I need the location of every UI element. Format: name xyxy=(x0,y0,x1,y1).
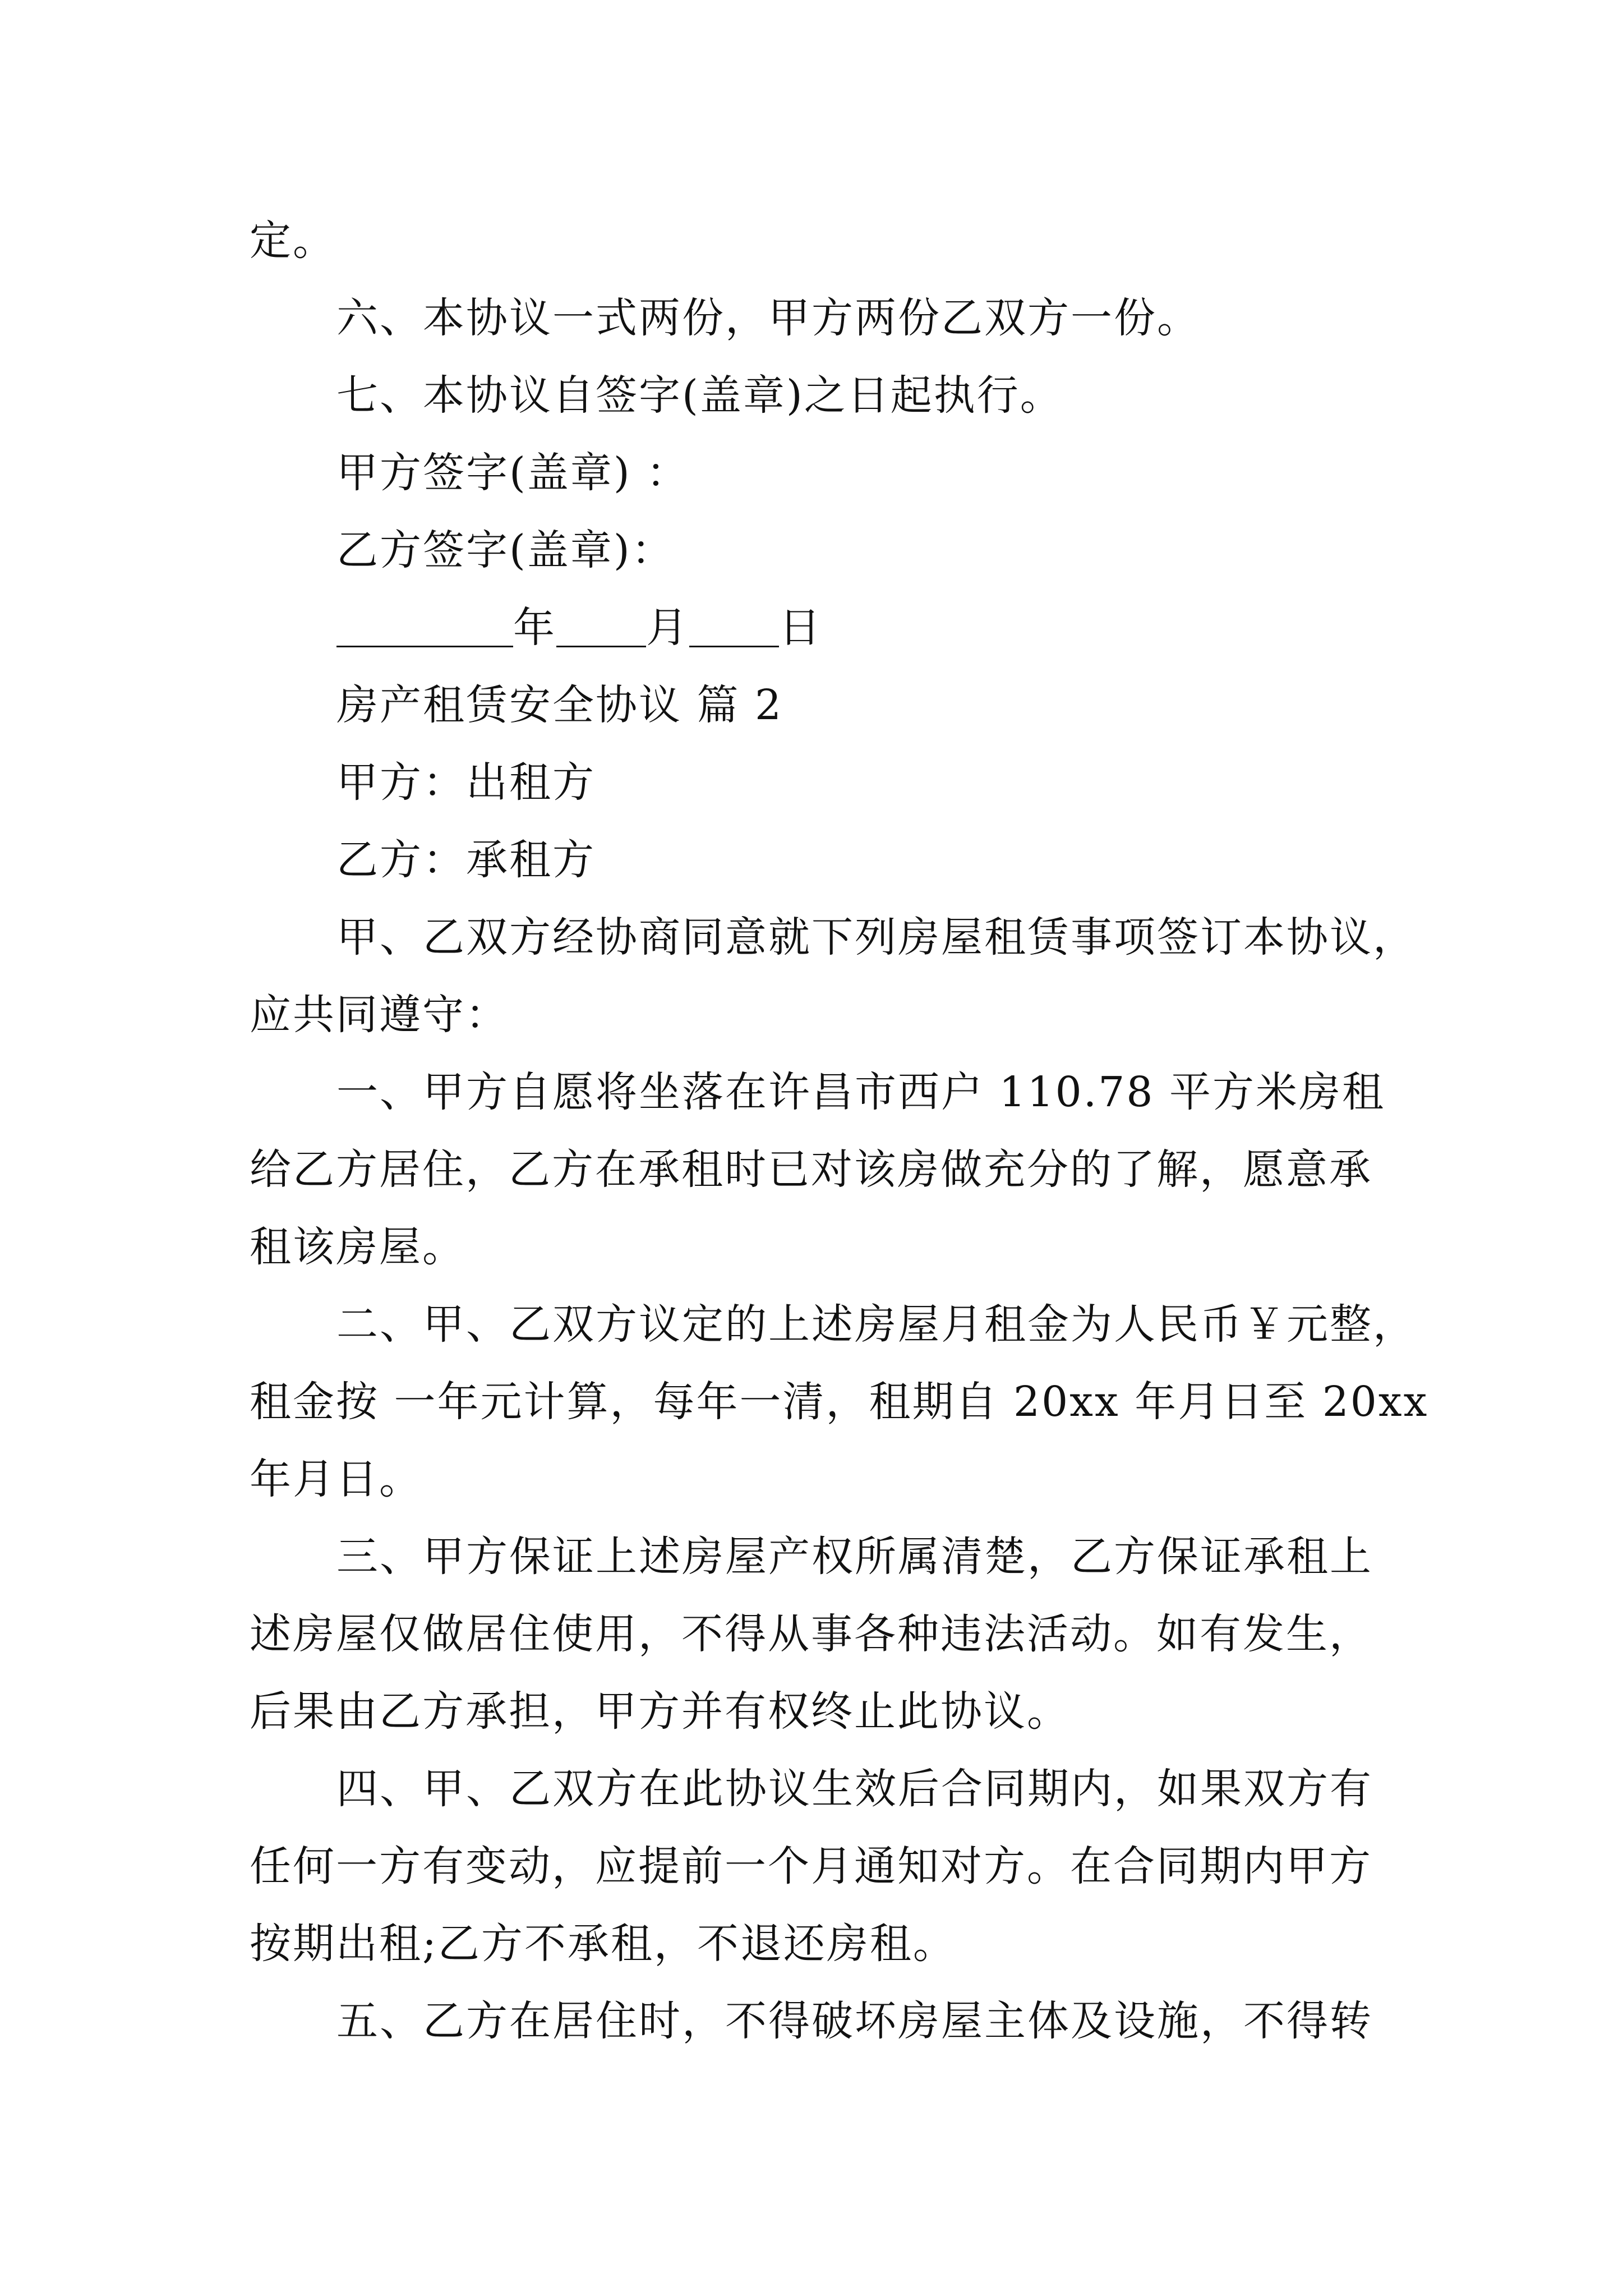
paragraph-line: 甲、乙双方经协商同意就下列房屋租赁事项签订本协议， xyxy=(336,913,1416,961)
paragraph-line: 一、甲方自愿将坐落在许昌市西户 110.78 平方米房租 xyxy=(336,1068,1385,1116)
party-a-signature-line: 甲方签字(盖章) ： xyxy=(336,449,690,497)
paragraph-line: 二、甲、乙双方议定的上述房屋月租金为人民币￥元整， xyxy=(336,1300,1416,1349)
party-b-line: 乙方：承租方 xyxy=(336,836,596,884)
paragraph-line: 应共同遵守： xyxy=(250,991,509,1039)
day-blank xyxy=(689,604,779,647)
document-body xyxy=(250,202,1429,2060)
party-a-line: 甲方：出租方 xyxy=(336,758,596,807)
day-label: 日 xyxy=(779,604,822,652)
paragraph-line: 三、甲方保证上述房屋产权所属清楚，乙方保证承租上 xyxy=(336,1533,1373,1581)
section-title: 房产租赁安全协议 篇 2 xyxy=(336,681,783,729)
paragraph-line: 六、本协议一式两份，甲方两份乙双方一份。 xyxy=(336,294,1200,342)
paragraph-line: 述房屋仅做居住使用，不得从事各种违法活动。如有发生， xyxy=(250,1610,1372,1658)
paragraph-line: 七、本协议自签字(盖章)之日起执行。 xyxy=(336,371,1063,420)
year-label: 年 xyxy=(513,604,556,652)
paragraph-line: 租金按 一年元计算，每年一清，租期自 20xx 年月日至 20xx xyxy=(250,1378,1429,1426)
paragraph-line: 按期出租;乙方不承租，不退还房租。 xyxy=(250,1920,956,1968)
paragraph-line: 定。 xyxy=(250,217,336,265)
paragraph-line: 五、乙方在居住时，不得破坏房屋主体及设施，不得转 xyxy=(336,1997,1373,2045)
month-blank xyxy=(556,604,646,647)
date-line xyxy=(250,589,1382,666)
month-label: 月 xyxy=(646,604,689,652)
paragraph-line: 租该房屋。 xyxy=(250,1223,465,1271)
paragraph-line: 任何一方有变动，应提前一个月通知对方。在合同期内甲方 xyxy=(250,1842,1372,1890)
paragraph-line: 给乙方居住，乙方在承租时已对该房做充分的了解，愿意承 xyxy=(250,1145,1372,1194)
paragraph-line: 后果由乙方承担，甲方并有权终止此协议。 xyxy=(250,1687,1070,1736)
paragraph-line: 年月日。 xyxy=(250,1455,422,1503)
year-blank xyxy=(336,604,513,647)
paragraph-line: 四、甲、乙双方在此协议生效后合同期内，如果双方有 xyxy=(336,1765,1373,1813)
party-b-signature-line: 乙方签字(盖章)： xyxy=(336,526,675,574)
